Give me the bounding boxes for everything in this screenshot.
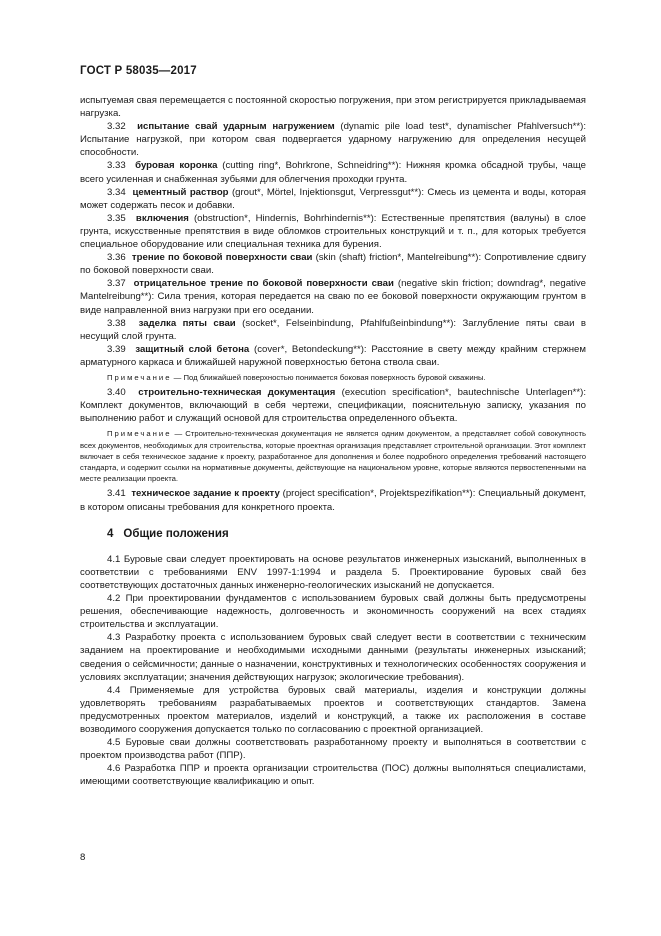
term-definition: (dynamic pile load test*, dynamischer Pfahlversuch**): Испытание нагрузкой, при котором свая подвергается ударному нагружению для определения несущей способности. <box>80 121 586 159</box>
term-name: отрицательное трение по боковой поверхности сваи <box>133 278 394 290</box>
clause-4-2: 4.2 При проектировании фундаментов с использованием буровых свай должны быть предусмотрены решения, обеспечивающие надежность, долговечность и экономичность сооружений на всех стадиях строительства и эксплуатации. <box>80 593 586 631</box>
term-number: 3.40 <box>107 387 126 399</box>
clause-4-4: 4.4 Применяемые для устройства буровых свай материалы, изделия и конструкции должны удовлетворять требованиям разрабатываемых проектов и соответствующих стандартов. Замена предусмотренных проектом материалов, изделий и конструкций, а также их расположения в составе возводимого сооружения допускается только по согласованию с проектной организацией. <box>80 684 586 735</box>
term-definition: (socket*, Felseinbindung, Pfahlfußeinbindung**): Заглубление пяты сваи в несущий слой грунта. <box>80 317 586 342</box>
term-definition: (project specification*, Projektspezifikation**): Специальный документ, в котором описаны требования для конкретного проекта. <box>80 488 586 513</box>
term-number: 3.32 <box>107 121 126 133</box>
term-definition: (negative skin friction; downdrag*, negative Mantelreibung**): Сила трения, которая передается на сваю по ее боковой поверхности окружающим грунтом в виде направленной вниз нагрузки при его оседании. <box>80 278 586 316</box>
term-definition: (skin (shaft) friction*, Mantelreibung**): Сопротивление сдвигу по боковой поверхности сваи. <box>80 252 586 277</box>
term-definition: (grout*, Mörtel, Injektionsgut, Verpressgut**): Смесь из цемента и воды, которая может содержать песок и добавки. <box>80 186 586 211</box>
term-number: 3.35 <box>107 212 126 224</box>
paragraph-continuation: испытуемая свая перемещается с постоянной скоростью погружения, при этом регистрируется прикладываемая нагрузка. <box>80 95 586 120</box>
term-3-41 <box>80 487 586 513</box>
term-3-34 <box>80 186 586 212</box>
term-name: защитный слой бетона <box>135 343 250 355</box>
term-definition: (cutting ring*, Bohrkrone, Schneidring**): Нижняя кромка обсадной трубы, чаще всего усиленная и снабженная зубьями для облегчения проходки грунта. <box>80 160 586 185</box>
term-3-36 <box>80 251 586 277</box>
term-3-40 <box>80 386 586 425</box>
term-3-37 <box>80 277 586 316</box>
clause-4-5: 4.5 Буровые сваи должны соответствовать разработанному проекту и выполняться в соответствии с проектом производства работ (ППР). <box>80 737 586 762</box>
term-number: 3.36 <box>107 252 126 264</box>
term-number: 3.33 <box>107 160 126 172</box>
term-3-38 <box>80 317 586 343</box>
clause-4-1: 4.1 Буровые сваи следует проектировать на основе результатов инженерных изысканий, выполненных в соответствии с требованиями ENV 1997-1:1994 и раздела 5. Проектирование буровых свай без соответствующих достаточных данных инженерно-геологических изысканий не допускается. <box>80 553 586 591</box>
term-name: техническое задание к проекту <box>131 488 280 500</box>
clause-4-3: 4.3 Разработку проекта с использованием буровых свай следует вести в соответствии с техническим заданием на проектирование и необходимыми исходными данными (результаты инженерных изысканий; сведения о сейсмичности; данные о назначении, конструктивных и технологических особенностях сооружения и условиях эксплуатации; значения действующих нагрузок; экологические требования). <box>80 632 586 683</box>
note-label: Примечание <box>107 372 172 382</box>
term-name: испытание свай ударным нагружением <box>137 121 335 133</box>
term-name: включения <box>135 212 189 224</box>
term-name: цементный раствор <box>132 186 229 198</box>
note-1 <box>80 372 586 383</box>
note-label: Примечание <box>107 429 172 439</box>
term-3-35 <box>80 212 586 251</box>
term-name: строительно-техническая документация <box>138 387 336 399</box>
term-number: 3.34 <box>107 186 126 198</box>
term-definition: (obstruction*, Hindernis, Bohrhindernis**): Естественные препятствия (валуны) в слое грунта, искусственные препятствия в виде обломков строительных конструкций и т. п., для которых требуется специальное оборудование или специальная техника для бурения. <box>80 212 586 251</box>
note-2 <box>80 428 586 484</box>
page-number: 8 <box>80 852 86 863</box>
note-text: — Строительно-техническая документация не является одним документом, а представляет собой совокупность всех документов, необходимых для строительства, которые проектная организация представляет строительной организации. Этот комплект включает в себя техническое задание к проекту, разработанное для дополнения и более подробного определения требований настоящего стандарта, и содержит ссылки на нормативные документы, действующие на национальном уровне, которые являются первостепенными на месте реализации проекта. <box>80 429 586 484</box>
term-number: 3.41 <box>107 488 126 500</box>
term-definition: (execution specification*, bautechnische Unterlagen**): Комплект документов, включающий в себя чертежи, спецификации, пояснительную записку, указания по выполнению работ и служащий основой для строительства определенного объекта. <box>80 387 586 425</box>
term-number: 3.37 <box>107 278 126 290</box>
term-name: буровая коронка <box>135 160 218 172</box>
section-number: 4 <box>107 527 114 540</box>
term-name: трение по боковой поверхности сваи <box>131 252 313 264</box>
standard-header: ГОСТ Р 58035—2017 <box>80 65 197 77</box>
section-title: Общие положения <box>123 527 229 540</box>
term-name: заделка пяты сваи <box>138 317 236 329</box>
term-number: 3.39 <box>107 343 126 355</box>
term-number: 3.38 <box>107 317 126 329</box>
document-body <box>80 94 586 788</box>
note-text: — Под ближайшей поверхностью понимается боковая поверхность буровой скважины. <box>171 372 486 382</box>
term-definition: (cover*, Betondeckung**): Расстояние в свету между крайним стержнем арматурного каркаса и ближайшей наружной поверхностью бетона ствола сваи. <box>80 343 586 368</box>
term-3-32 <box>80 120 586 159</box>
section-heading <box>107 528 586 541</box>
term-3-33 <box>80 159 586 185</box>
term-3-39 <box>80 343 586 369</box>
clause-4-6: 4.6 Разработка ППР и проекта организации строительства (ПОС) должны выполняться специалистами, имеющими соответствующие квалификацию и опыт. <box>80 763 586 788</box>
